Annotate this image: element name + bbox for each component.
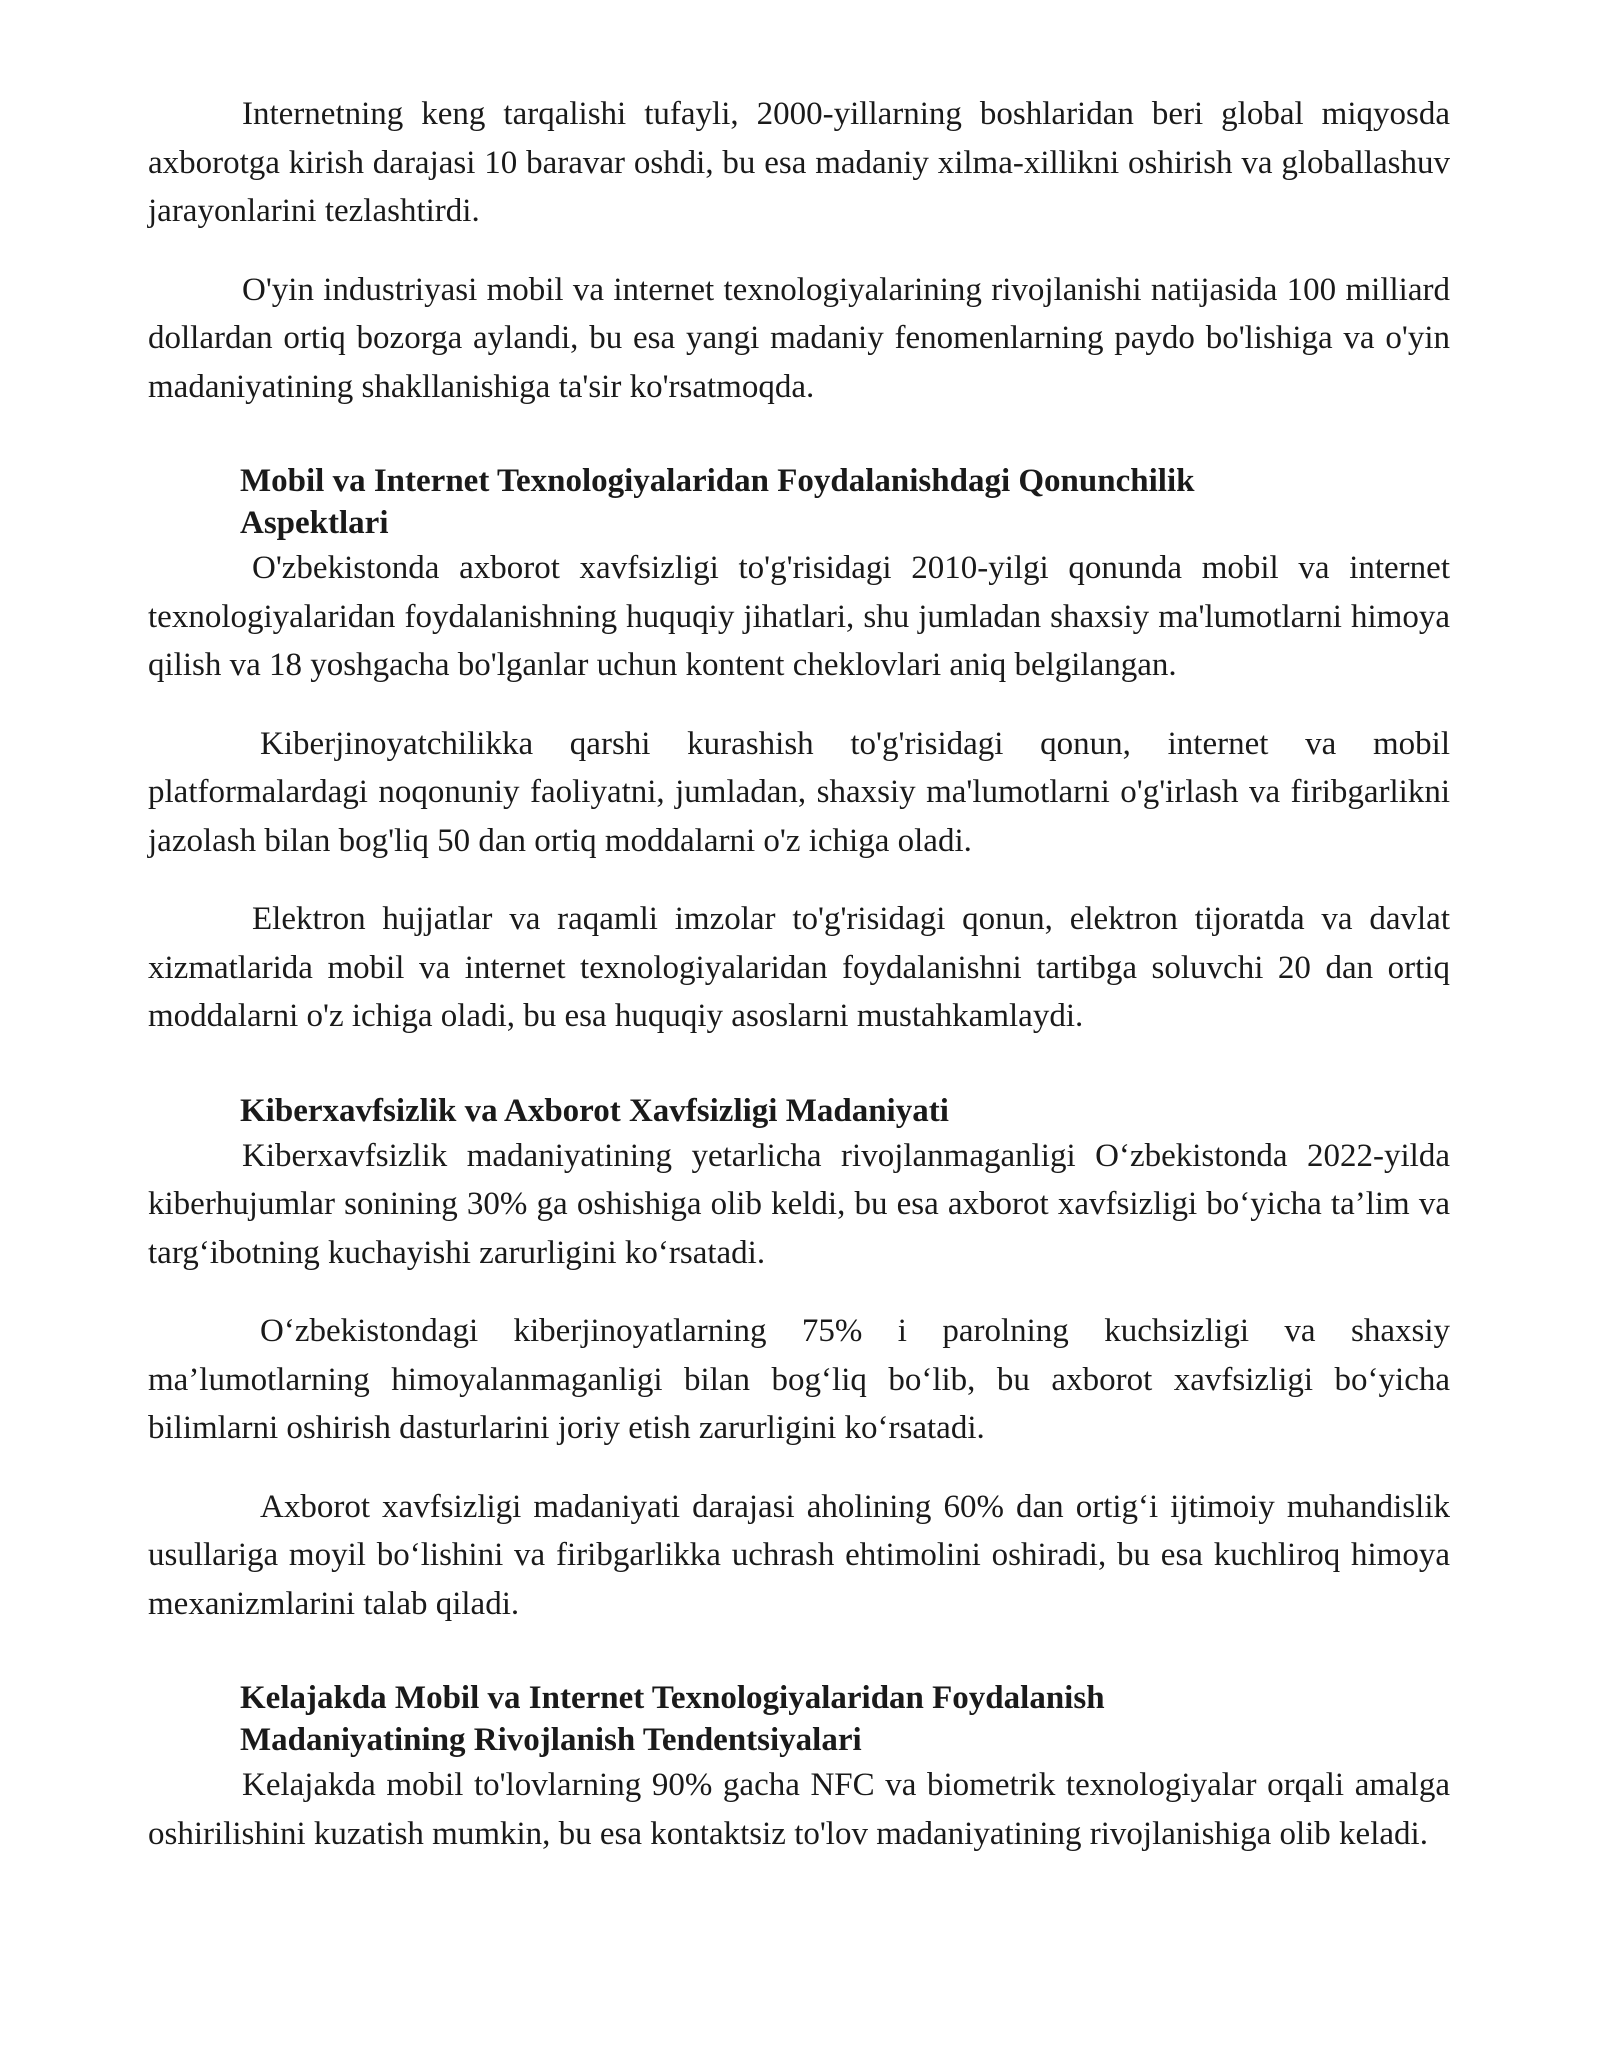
section-heading (148, 1677, 1450, 1761)
paragraph: Kiberxavfsizlik madaniyatining yetarlicha rivojlanmaganligi O‘zbekistonda 2022-yilda kiberhujumlar sonining 30% ga oshishiga olib keldi, bu esa axborot xavfsizligi bo‘yicha ta’lim va targ‘ibotning kuchayishi zarurligini ko‘rsatadi. (148, 1137, 1450, 1271)
paragraph: Kelajakda mobil to'lovlarning 90% gacha NFC va biometrik texnologiyalar orqali amalga oshirilishini kuzatish mumkin, bu esa kontaktsiz to'lov madaniyatining rivojlanishiga olib keladi. (148, 1767, 1450, 1852)
heading-line: Aspektlari (240, 505, 389, 541)
section-cyber (148, 1090, 1450, 1629)
paragraph: O‘zbekistondagi kiberjinoyatlarning 75% i parolning kuchsizligi va shaxsiy ma’lumotlarning himoyalanmaganligi bilan bog‘liq bo‘lib, bu axborot xavfsizligi bo‘yicha bilimlarni oshirish dasturlarini joriy etish zarurligini ko‘rsatadi. (148, 1313, 1450, 1446)
paragraph: O'zbekistonda axborot xavfsizligi to'g'risidagi 2010-yilgi qonunda mobil va internet texnologiyalaridan foydalanishning huquqiy jihatlari, shu jumladan shaxsiy ma'lumotlarni himoya qilish va 18 yoshgacha bo'lganlar uchun kontent cheklovlari aniq belgilangan. (148, 550, 1450, 683)
paragraph: Elektron hujjatlar va raqamli imzolar to'g'risidagi qonun, elektron tijoratda va davlat xizmatlarida mobil va internet texnologiyalaridan foydalanishni tartibga soluvchi 20 dan ortiq moddalarni o'z ichiga oladi, bu esa huquqiy asoslarni mustahkamlaydi. (148, 901, 1450, 1034)
section-heading (148, 460, 1450, 544)
paragraph: Internetning keng tarqalishi tufayli, 2000-yillarning boshlaridan beri global miqyosda axborotga kirish darajasi 10 baravar oshdi, bu esa madaniy xilma-xillikni oshirish va globallashuv jarayonlarini tezlashtirdi. (148, 96, 1450, 229)
document-page (148, 90, 1450, 1858)
paragraph: Axborot xavfsizligi madaniyati darajasi aholining 60% dan ortig‘i ijtimoiy muhandislik usullariga moyil bo‘lishini va firibgarlikka uchrash ehtimolini oshiradi, bu esa kuchliroq himoya mexanizmlarini talab qiladi. (148, 1488, 1450, 1622)
section-legal (148, 460, 1450, 1041)
heading-line: Kiberxavfsizlik va Axborot Xavfsizligi Madaniyati (240, 1092, 949, 1129)
section-heading (148, 1090, 1450, 1132)
section-future (148, 1677, 1450, 1858)
heading-line: Kelajakda Mobil va Internet Texnologiyalaridan Foydalanish (240, 1680, 1105, 1716)
paragraph: Kiberjinoyatchilikka qarshi kurashish to'g'risidagi qonun, internet va mobil platformalardagi noqonuniy faoliyatni, jumladan, shaxsiy ma'lumotlarni o'g'irlash va firibgarlikni jazolash bilan bog'liq 50 dan ortiq moddalarni o'z ichiga oladi. (148, 725, 1450, 859)
heading-line: Mobil va Internet Texnologiyalaridan Foydalanishdagi Qonunchilik (240, 463, 1195, 499)
paragraph: O'yin industriyasi mobil va internet texnologiyalarining rivojlanishi natijasida 100 milliard dollardan ortiq bozorga aylandi, bu esa yangi madaniy fenomenlarning paydo bo'lishiga va o'yin madaniyatining shakllanishiga ta'sir ko'rsatmoqda. (148, 271, 1450, 405)
heading-line: Madaniyatining Rivojlanish Tendentsiyalari (240, 1722, 862, 1758)
